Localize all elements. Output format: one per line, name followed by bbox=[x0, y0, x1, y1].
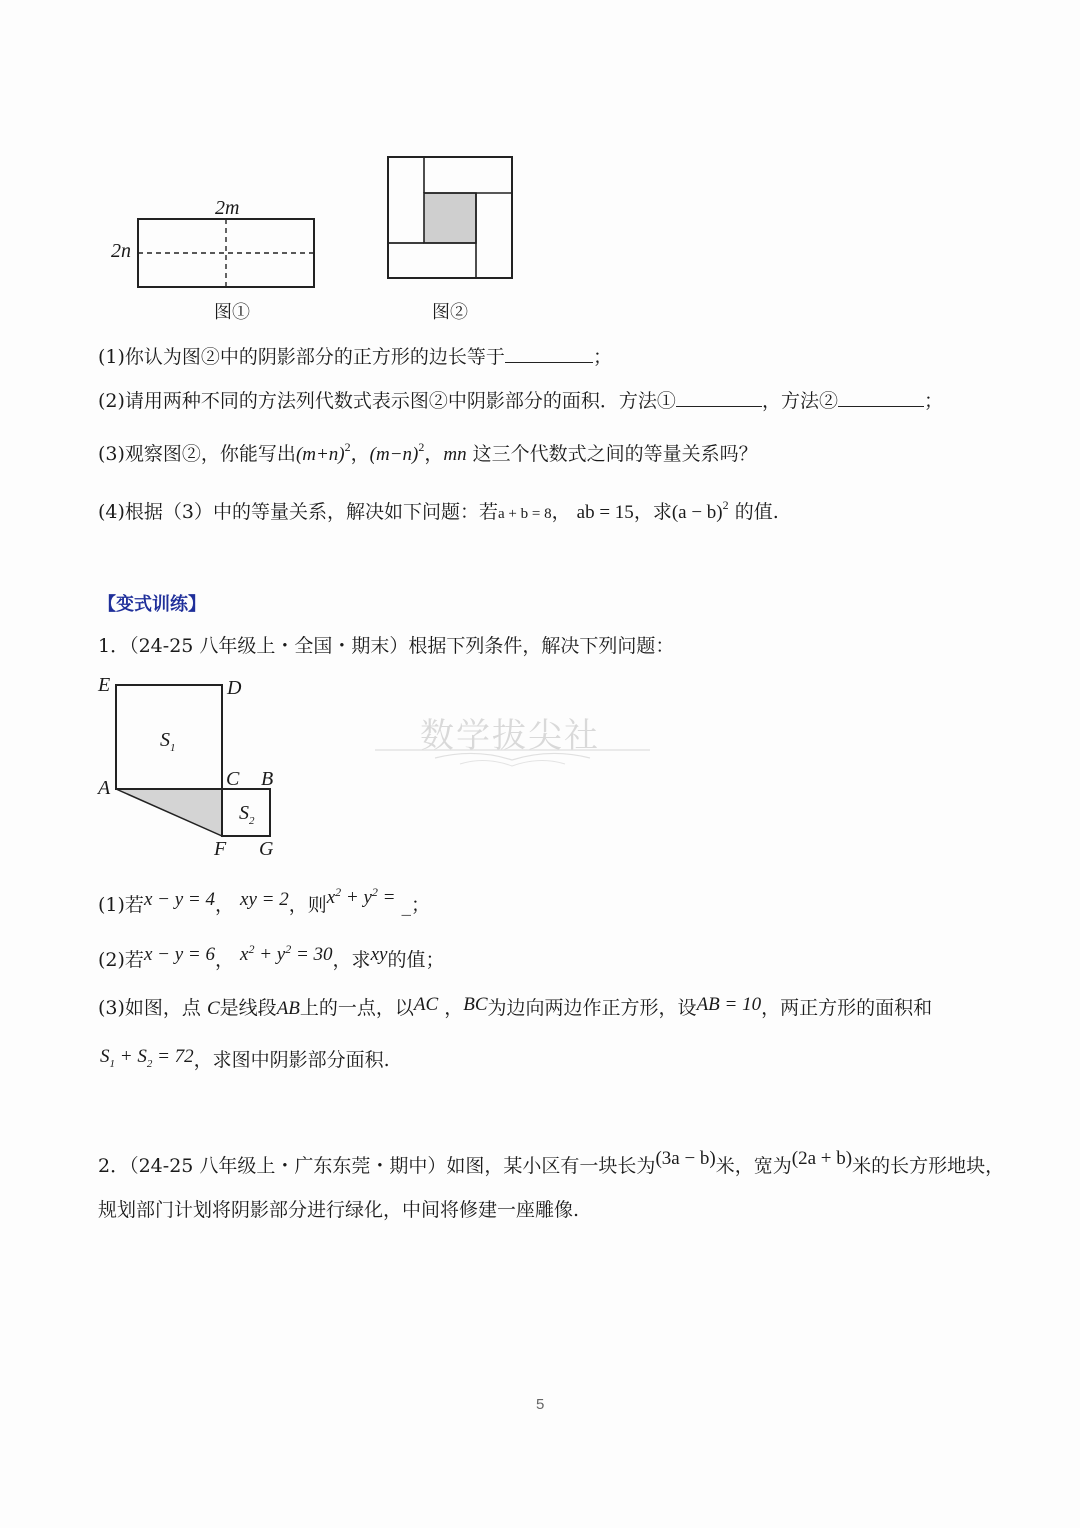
text: ，两正方形的面积和 bbox=[761, 997, 933, 1019]
text: ，则 bbox=[288, 894, 327, 916]
problem-1-question-1 bbox=[98, 885, 431, 919]
separator: ， bbox=[551, 501, 571, 523]
point-b: B bbox=[261, 768, 274, 790]
point-g: G bbox=[259, 838, 274, 860]
point-e: E bbox=[98, 674, 111, 696]
expr-xy: xy bbox=[370, 944, 388, 965]
page-number: 5 bbox=[536, 1396, 545, 1413]
label: (1) bbox=[98, 894, 125, 916]
question-1-end: ； bbox=[592, 346, 612, 368]
label: (2) bbox=[98, 949, 125, 971]
separator: ， bbox=[350, 443, 370, 465]
question-3-pre: 观察图②，你能写出 bbox=[124, 443, 296, 465]
answer-blank-method-1[interactable] bbox=[676, 388, 762, 407]
area-label-s1: $S_1$ bbox=[160, 729, 176, 754]
expr-mn: mn bbox=[443, 444, 467, 465]
problem-1-header bbox=[98, 634, 674, 658]
problem-2-number: 2． bbox=[98, 1155, 130, 1177]
condition-ab: ab = 15 bbox=[576, 502, 634, 523]
text: 为边向两边作正方形，设 bbox=[487, 997, 697, 1019]
answer-blank-method-2[interactable] bbox=[838, 388, 924, 407]
expr-s1-plus-s2: $S_1 + S_2 = 72$ bbox=[100, 1046, 194, 1070]
text: ，求图中阴影部分面积. bbox=[193, 1049, 390, 1071]
text: 如图，某小区有一块长为 bbox=[446, 1155, 656, 1177]
question-2 bbox=[98, 388, 943, 413]
question-2-end: ； bbox=[923, 390, 943, 412]
question-4 bbox=[98, 500, 779, 526]
figure-1-side-label: 2n bbox=[111, 240, 131, 262]
text: 米，宽为 bbox=[715, 1155, 792, 1177]
figure-1-caption: 图① bbox=[214, 302, 250, 323]
watermark-text: 数学拔尖社 bbox=[420, 716, 600, 756]
problem-2-source: （24-25 八年级上・广东东莞・期中） bbox=[129, 1155, 447, 1177]
expr-m-plus-n: (m+n) bbox=[295, 444, 345, 465]
separator: ， bbox=[424, 443, 444, 465]
expr-a-minus-b: (a − b) bbox=[671, 502, 723, 523]
separator: ， bbox=[214, 894, 234, 916]
point-c: C bbox=[226, 768, 240, 790]
expr-x2-plus-y2: $x^2 + y^2$ = bbox=[326, 885, 396, 908]
figure-2-square bbox=[385, 155, 515, 281]
power: 2 bbox=[344, 440, 351, 454]
problem-1-question-3-line-2 bbox=[100, 1048, 390, 1075]
end: ； bbox=[411, 894, 431, 916]
question-4-mid: ，求 bbox=[633, 501, 672, 523]
question-2-mid: ，方法② bbox=[761, 390, 838, 412]
segment-bc-ref: BC bbox=[463, 994, 488, 1015]
answer-blank[interactable]: _ bbox=[401, 894, 411, 916]
text: 米的长方形地块， bbox=[852, 1155, 1005, 1177]
section-title: 【变式训练】 bbox=[98, 594, 206, 615]
segment-ac-ref: AC bbox=[413, 994, 439, 1015]
question-4-post: 的值. bbox=[734, 501, 779, 523]
question-1 bbox=[98, 344, 612, 369]
figure-2-caption: 图② bbox=[432, 302, 468, 323]
text: 的值； bbox=[387, 949, 445, 971]
question-1-text: 你认为图②中的阴影部分的正方形的边长等于 bbox=[124, 346, 505, 368]
text: ， bbox=[444, 997, 464, 1019]
text: 如图，点 bbox=[124, 997, 201, 1019]
separator: ， bbox=[214, 949, 234, 971]
expr-2a-plus-b: (2a + b) bbox=[791, 1148, 853, 1169]
text: ，求 bbox=[332, 949, 371, 971]
problem-2-line-2: 规划部门计划将阴影部分进行绿化，中间将修建一座雕像. bbox=[98, 1199, 580, 1221]
question-3-post: 这三个代数式之间的等量关系吗？ bbox=[472, 443, 758, 465]
point-d: D bbox=[227, 677, 242, 699]
text: 是线段 bbox=[219, 997, 277, 1019]
question-3-label: (3) bbox=[98, 443, 125, 465]
question-4-label: (4) bbox=[98, 501, 125, 523]
watermark-ornament bbox=[375, 744, 650, 774]
expr-3a-minus-b: (3a − b) bbox=[655, 1148, 716, 1169]
condition-xy: xy = 2 bbox=[240, 889, 289, 910]
point-a: A bbox=[98, 777, 111, 799]
condition-ab: AB = 10 bbox=[696, 994, 762, 1015]
power: 2 bbox=[418, 440, 425, 454]
power: 2 bbox=[722, 498, 729, 512]
question-2-label: (2) bbox=[98, 390, 125, 412]
problem-2-line-1 bbox=[98, 1148, 1005, 1179]
problem-1-number: 1． bbox=[98, 635, 130, 657]
text: 若 bbox=[124, 894, 144, 916]
problem-1-source: （24-25 八年级上・全国・期末） bbox=[129, 635, 409, 657]
condition-a-plus-b: a + b = 8 bbox=[498, 506, 552, 522]
point-c-ref: C bbox=[206, 998, 220, 1019]
answer-blank[interactable] bbox=[505, 344, 593, 363]
figure-1-top-label: 2m bbox=[215, 197, 240, 219]
problem-1-question-3-line-1 bbox=[98, 996, 932, 1021]
segment-ab-ref: AB bbox=[276, 998, 300, 1019]
question-3 bbox=[98, 442, 758, 468]
problem-1-diagram bbox=[100, 670, 290, 850]
question-1-label: (1) bbox=[98, 346, 125, 368]
condition-x-minus-y: x − y = 6 bbox=[143, 944, 215, 965]
question-4-pre: 根据（3）中的等量关系，解决如下问题：若 bbox=[124, 501, 499, 523]
point-f: F bbox=[214, 838, 227, 860]
condition-x2-plus-y2: $x^2 + y^2 = 30$ bbox=[240, 942, 333, 965]
text: 若 bbox=[124, 949, 144, 971]
text: 上的一点，以 bbox=[299, 997, 414, 1019]
area-label-s2: $S_2$ bbox=[239, 802, 255, 827]
problem-1-question-2 bbox=[98, 942, 445, 974]
problem-1-text: 根据下列条件，解决下列问题： bbox=[408, 635, 675, 657]
question-2-text: 请用两种不同的方法列代数式表示图②中阴影部分的面积．方法① bbox=[124, 390, 676, 412]
condition-x-minus-y: x − y = 4 bbox=[143, 889, 215, 910]
expr-m-minus-n: (m−n) bbox=[369, 444, 419, 465]
label: (3) bbox=[98, 997, 125, 1019]
